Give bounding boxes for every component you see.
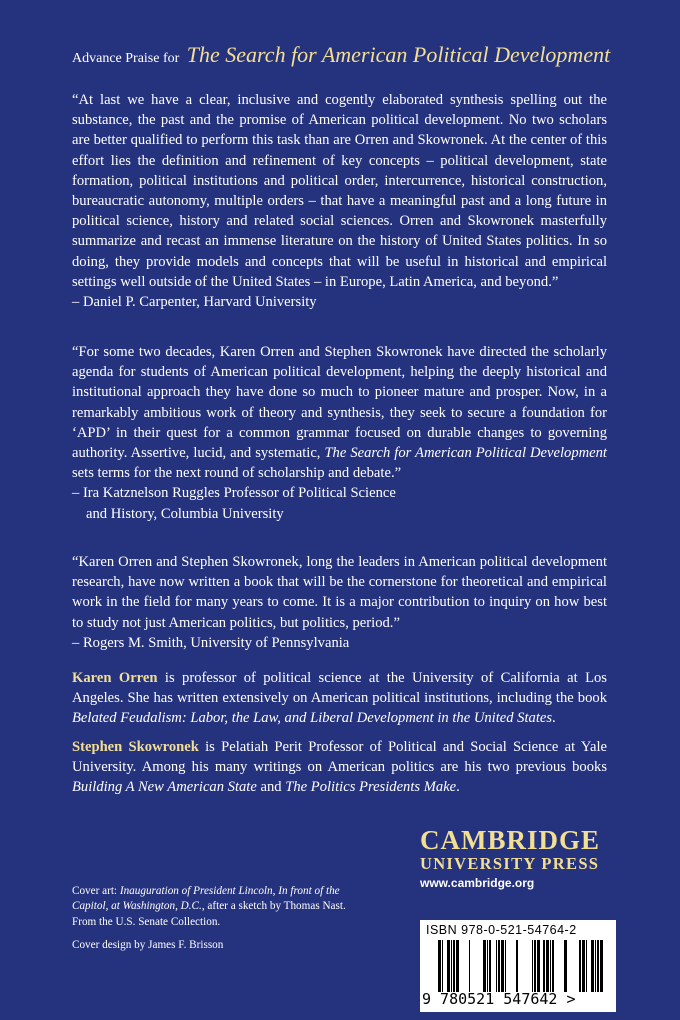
book-title: The Search for American Political Development bbox=[186, 42, 611, 67]
praise-quote: “Karen Orren and Stephen Skowronek, long the leaders in American political development research, have now written a book that will be the cornerstone for theoretical and empirical work in the field for many years to come. It is a major contribution to inquiry on how best to study not just American politics, but politics, period.” bbox=[72, 554, 607, 631]
author-name: Stephen Skowronek bbox=[72, 738, 199, 755]
praise-attribution: – Daniel P. Carpenter, Harvard University bbox=[72, 294, 317, 311]
isbn-barcode bbox=[420, 920, 616, 1012]
publisher-name: CAMBRIDGE bbox=[420, 825, 601, 855]
author-bios bbox=[72, 668, 607, 805]
publisher-subname: UNIVERSITY PRESS bbox=[420, 854, 600, 873]
praise-block-katznelson bbox=[72, 342, 607, 524]
praise-quote: “At last we have a clear, inclusive and cogently elaborated synthesis spelling out the substance, the past and the promise of American political development. No two scholars are better qualified to perform this task than are Orren and Skowronek. At the center of this effort lies the definition and refinement of key concepts – political development, state formation, political institutions and political order, intercurrence, historical construction, bureaucratic autonomy, multiple orders – that have a meaningful past and a long future in political science, history and related social sciences. Orren and Skowronek masterfully summarize and recast an immense literature on the history of United States politics. In so doing, they provide models and concepts that will be useful in historical and empirical settings well outside of the United States – in Europe, Latin America, and beyond.” bbox=[72, 92, 607, 290]
praise-block-smith bbox=[72, 552, 607, 653]
praise-quote: “For some two decades, Karen Orren and Stephen Skowronek have directed the scholarly agenda for students of American political development, helping the deeply historical and institutional approach they have done so much to pioneer mature and prosper. Now, in a remarkably ambitious work of theory and synthesis, they seek to secure a foundation for ‘APD’ in their quest for a common grammar focused on durable changes to governing authority. Assertive, lucid, and systematic, The Search for American Political Development sets terms for the next round of scholarship and debate.” bbox=[72, 344, 607, 482]
quoted-book-title: The Search for American Political Development bbox=[324, 445, 607, 462]
cover-design-credit: Cover design by James F. Brisson bbox=[72, 938, 224, 951]
cover-credits bbox=[72, 884, 372, 961]
ean-digits: 9 780521 547642 > bbox=[422, 990, 576, 1008]
cover-art-credit: Cover art: Inauguration of President Lincoln, In front of the Capitol, at Washington, D.C., after a sketch by Thomas Nast. From the U.S. Senate Collection. bbox=[72, 885, 346, 928]
publisher-logo bbox=[420, 826, 620, 892]
isbn-text: ISBN 978-0-521-54764-2 bbox=[426, 923, 577, 937]
author-bio-skowronek: Stephen Skowronek is Pelatiah Perit Professor of Political and Social Science at Yale University. Among his many writings on American politics are his two previous books Building A New American State and The Politics Presidents Make. bbox=[72, 738, 607, 796]
publisher-url: www.cambridge.org bbox=[420, 876, 535, 890]
praise-block-carpenter bbox=[72, 90, 607, 312]
praise-attribution: – Rogers M. Smith, University of Pennsylvania bbox=[72, 634, 350, 651]
author-bio-orren: Karen Orren is professor of political science at the University of California at Los Angeles. She has written extensively on American political institutions, including the book Belated Feudalism: Labor, the Law, and Liberal Development in the United States. bbox=[72, 670, 607, 727]
praise-attribution: – Ira Katznelson Ruggles Professor of Political Science and History, Columbia University bbox=[72, 485, 396, 522]
advance-praise-header bbox=[72, 42, 610, 68]
barcode-bars bbox=[438, 940, 610, 992]
author-name: Karen Orren bbox=[72, 670, 158, 686]
header-prefix: Advance Praise for bbox=[72, 51, 180, 66]
